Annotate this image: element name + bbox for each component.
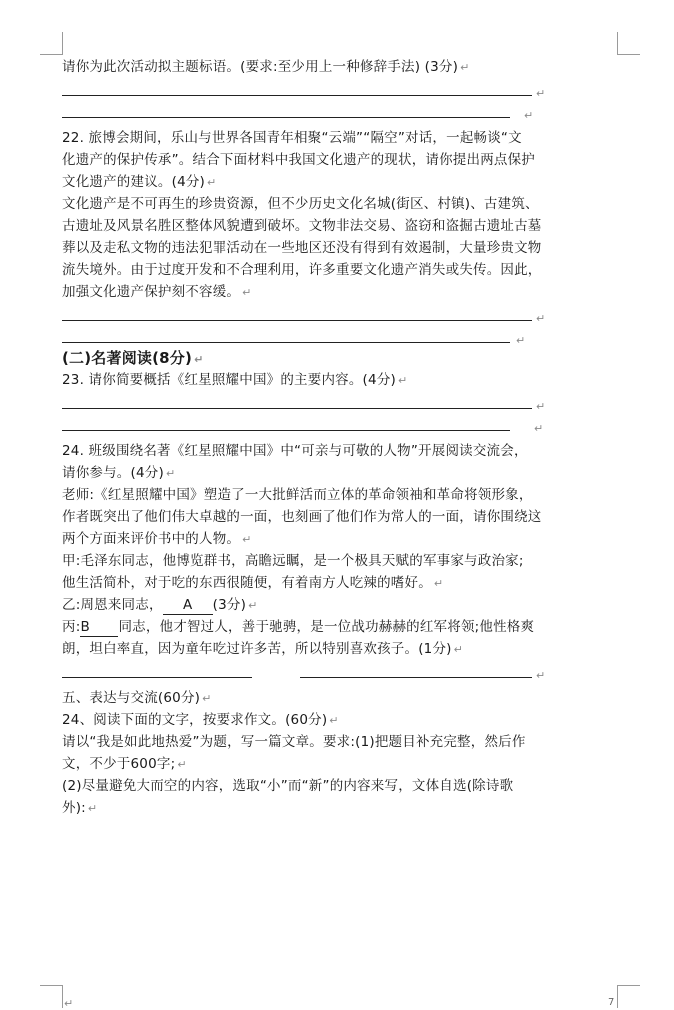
q24-jia-line-1: 甲:毛泽东同志，他博览群书，高瞻远瞩，是一个极具天赋的军事家与政治家; xyxy=(62,553,524,569)
q24-line-2: 请你参与。(4分) ↵ xyxy=(62,465,176,481)
section-heading-classics: (二)名著阅读(8分) ↵ xyxy=(62,349,204,367)
essay-requirement-line-2: 文，不少于600字; ↵ xyxy=(62,756,187,772)
q24-bing-line-1: 丙:B 同志，他才智过人，善于驰骋，是一位战功赫赫的红军将领;他性格爽 xyxy=(62,619,535,635)
q24-line-1: 24. 班级围绕名著《红星照耀中国》中“可亲与可敬的人物”开展阅读交流会， xyxy=(62,443,528,459)
answer-line[interactable]: ↵ xyxy=(62,325,618,347)
section-heading-expression: 五、表达与交流(60分) ↵ xyxy=(62,690,212,706)
q22-line-1: 22. 旅博会期间，乐山与世界各国青年相聚“云端”“隔空”对话，一起畅谈“文 xyxy=(62,130,522,146)
q22-material-line-1: 文化遗产是不可再生的珍贵资源，但不少历史文化名城(街区、村镇)、古建筑、 xyxy=(62,196,539,212)
q24-teacher-line-2: 作者既突出了他们伟大卓越的一面，也刻画了他们作为常人的一面，请你围绕这 xyxy=(62,509,542,525)
essay-requirement-line-1: 请以“我是如此地热爱”为题，写一篇文章。要求:(1)把题目补充完整，然后作 xyxy=(62,734,526,750)
paragraph-mark: ↵ xyxy=(64,997,74,1010)
q24-bing-line-2: 朗，坦白率直，因为童年吃过许多苦，所以特别喜欢孩子。(1分) ↵ xyxy=(62,641,464,657)
essay-question-line: 24、阅读下面的文字，按要求作文。(60分) ↵ xyxy=(62,712,339,728)
q24-teacher-line-3: 两个方面来评价书中的人物。 ↵ xyxy=(62,531,252,547)
page-number: 7 xyxy=(608,997,615,1008)
q24-jia-line-2: 他生活简朴，对于吃的东西很随便，有着南方人吃辣的嗜好。 ↵ xyxy=(62,575,444,591)
essay-requirement-line-4: 外): ↵ xyxy=(62,800,98,816)
answer-line[interactable]: ↵ xyxy=(62,78,618,100)
answer-line-split[interactable]: ↵ xyxy=(62,660,618,682)
answer-line[interactable]: ↵ xyxy=(62,391,618,413)
answer-line[interactable]: ↵ xyxy=(62,303,618,325)
crop-mark-bottom-left xyxy=(40,985,63,1008)
q24-yi-line: 乙:周恩来同志， A (3分) ↵ xyxy=(62,597,258,613)
intro-line: 请你为此次活动拟主题标语。(要求:至少用上一种修辞手法) (3分) ↵ xyxy=(62,59,470,75)
q23-line: 23. 请你简要概括《红星照耀中国》的主要内容。(4分) ↵ xyxy=(62,372,408,388)
crop-mark-bottom-right xyxy=(617,985,640,1008)
q22-material-line-4: 流失境外。由于过度开发和不合理利用，许多重要文化遗产消失或失传。因此， xyxy=(62,262,542,278)
blank-a[interactable]: A xyxy=(163,597,213,615)
q22-material-line-2: 古遗址及风景名胜区整体风貌遭到破坏。文物非法交易、盗窃和盗掘古遗址古墓 xyxy=(62,218,542,234)
answer-line[interactable]: ↵ xyxy=(62,413,618,435)
q22-line-2: 化遗产的保护传承”。结合下面材料中我国文化遗产的现状，请你提出两点保护 xyxy=(62,152,535,168)
crop-mark-top-right xyxy=(617,32,640,55)
q24-teacher-line-1: 老师:《红星照耀中国》塑造了一大批鲜活而立体的革命领袖和革命将领形象， xyxy=(62,487,533,503)
document-body xyxy=(62,56,618,819)
crop-mark-top-left xyxy=(40,32,63,55)
q22-line-3: 文化遗产的建议。(4分) ↵ xyxy=(62,174,217,190)
q22-material-line-3: 葬以及走私文物的违法犯罪活动在一些地区还没有得到有效遏制，大量珍贵文物 xyxy=(62,240,542,256)
blank-b[interactable]: B xyxy=(80,619,118,637)
answer-line[interactable]: ↵ xyxy=(62,100,618,122)
q22-material-line-5: 加强文化遗产保护刻不容缓。 ↵ xyxy=(62,284,252,300)
essay-requirement-line-3: (2)尽量避免大而空的内容，选取“小”而“新”的内容来写，文体自选(除诗歌 xyxy=(62,778,514,794)
